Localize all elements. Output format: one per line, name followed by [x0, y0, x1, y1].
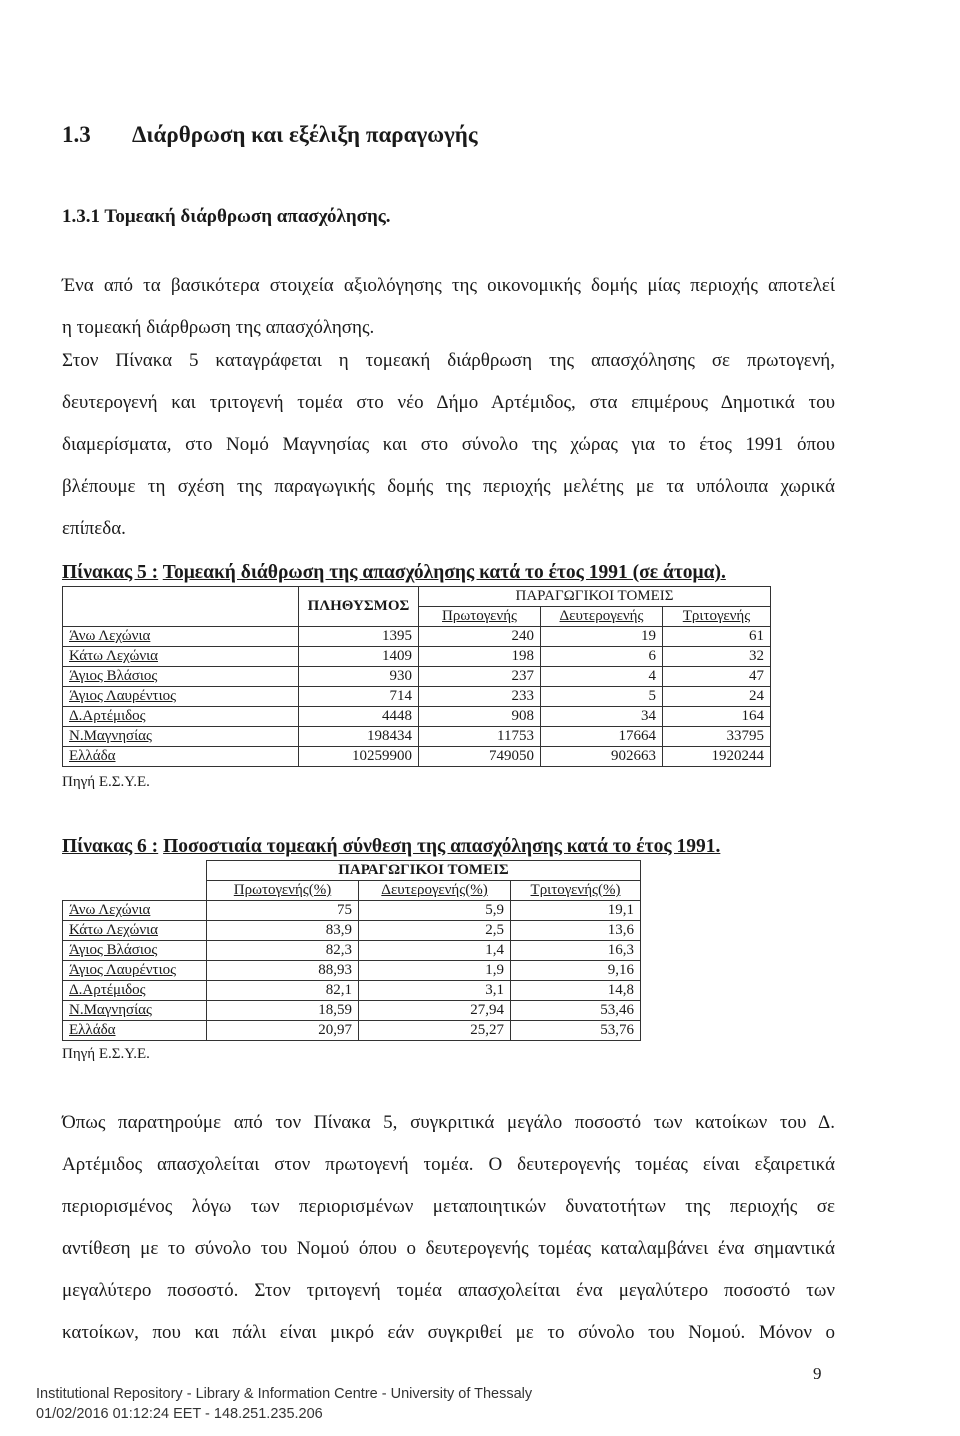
cell: 1395 — [299, 627, 419, 647]
section-number: 1.3 — [62, 122, 91, 147]
cell: 20,97 — [207, 1021, 359, 1041]
cell: 34 — [541, 707, 663, 727]
cell: 2,5 — [359, 921, 511, 941]
cell: 9,16 — [511, 961, 641, 981]
paragraph-1 — [62, 265, 835, 349]
row-label: Ν.Μαγνησίας — [63, 727, 299, 747]
table-row — [63, 901, 641, 921]
cell: 198 — [419, 647, 541, 667]
row-label: Άνω Λεχώνια — [63, 627, 299, 647]
cell: 18,59 — [207, 1001, 359, 1021]
paragraph-line: βλέπουμε τη σχέση της παραγωγικής δομής της περιοχής μελέτης με τα υπόλοιπα χωρικά — [62, 476, 835, 497]
paragraph-line: η τομεακή διάρθρωση της απασχόλησης. — [62, 317, 375, 338]
sectors-header: ΠΑΡΑΓΩΓΙΚΟΙ ΤΟΜΕΙΣ — [207, 861, 641, 881]
column-header: Δευτερογενής — [541, 607, 663, 627]
table5-source: Πηγή Ε.Σ.Υ.Ε. — [62, 774, 150, 790]
section-title: Διάρθρωση και εξέλιξη παραγωγής — [132, 122, 478, 147]
cell: 27,94 — [359, 1001, 511, 1021]
cell: 61 — [663, 627, 771, 647]
row-label: Άγιος Βλάσιος — [63, 667, 299, 687]
cell: 5,9 — [359, 901, 511, 921]
table-row — [63, 627, 771, 647]
row-label: Ν.Μαγνησίας — [63, 1001, 207, 1021]
table6-caption — [62, 836, 720, 858]
paragraph-line: διαμερίσματα, στο Νομό Μαγνησίας και στο σύνολο της χώρας για το έτος 1991 όπου — [62, 434, 835, 455]
table-row — [63, 941, 641, 961]
table-row — [63, 921, 641, 941]
cell: 10259900 — [299, 747, 419, 767]
table6-caption-label: Πίνακας 6 : — [62, 836, 159, 857]
cell: 240 — [419, 627, 541, 647]
column-header: Πρωτογενής — [419, 607, 541, 627]
sectors-header: ΠΑΡΑΓΩΓΙΚΟΙ ΤΟΜΕΙΣ — [419, 587, 771, 607]
table6 — [62, 860, 641, 1041]
cell: 1409 — [299, 647, 419, 667]
cell: 198434 — [299, 727, 419, 747]
paragraph-line: Στον Πίνακα 5 καταγράφεται η τομεακή διάρθρωση της απασχόλησης σε πρωτογενή, — [62, 350, 835, 371]
cell: 1,9 — [359, 961, 511, 981]
paragraph-line: περιορισμένος λόγω των περιορισμένων μεταποιητικών δυνατοτήτων της περιοχής σε — [62, 1196, 835, 1217]
paragraph-line: επίπεδα. — [62, 518, 126, 539]
paragraph-line: Όπως παρατηρούμε από τον Πίνακα 5, συγκριτικά μεγάλο ποσοστό των κατοίκων του Δ. — [62, 1112, 835, 1133]
column-header: Τριτογενής(%) — [511, 881, 641, 901]
cell: 3,1 — [359, 981, 511, 1001]
cell: 53,76 — [511, 1021, 641, 1041]
paragraph-line: δευτερογενή και τριτογενή τομέα στο νέο Δήμο Αρτέμιδος, στα επιμέρους Δημοτικά του — [62, 392, 835, 413]
cell: 902663 — [541, 747, 663, 767]
row-label: Ελλάδα — [63, 1021, 207, 1041]
cell: 930 — [299, 667, 419, 687]
row-label: Άγιος Λαυρέντιος — [63, 687, 299, 707]
table-row — [63, 687, 771, 707]
row-label: Άγιος Βλάσιος — [63, 941, 207, 961]
paragraph-line: μεγαλύτερο ποσοστό. Στον τριτογενή τομέα απασχολείται ένα μεγαλύτερο ποσοστό των — [62, 1280, 835, 1301]
footer-repository: Institutional Repository - Library & Information Centre - University of Thessaly — [36, 1386, 533, 1402]
cell: 749050 — [419, 747, 541, 767]
paragraph-line: Αρτέμιδος απασχολείται στον πρωτογενή τομέα. Ο δευτερογενής τομέας είναι εξαιρετικά — [62, 1154, 835, 1175]
page-number: 9 — [813, 1364, 822, 1383]
cell: 1,4 — [359, 941, 511, 961]
paragraph-line: κατοίκων, που και πάλι είναι μικρό εάν συγκριθεί με το σύνολο του Νομού. Μόνον ο — [62, 1322, 835, 1343]
cell: 5 — [541, 687, 663, 707]
cell: 1920244 — [663, 747, 771, 767]
paragraph-2 — [62, 340, 835, 550]
footer-timestamp: 01/02/2016 01:12:24 EET - 148.251.235.206 — [36, 1406, 323, 1422]
row-label: Δ.Αρτέμιδος — [63, 981, 207, 1001]
cell: 33795 — [663, 727, 771, 747]
column-header: Τριτογενής — [663, 607, 771, 627]
cell: 164 — [663, 707, 771, 727]
row-label: Δ.Αρτέμιδος — [63, 707, 299, 727]
row-label: Κάτω Λεχώνια — [63, 921, 207, 941]
row-label: Άγιος Λαυρέντιος — [63, 961, 207, 981]
paragraph-line: αντίθεση με το σύνολο του Νομού όπου ο δευτερογενής τομέας καταλαμβάνει ένα σημαντικά — [62, 1238, 835, 1259]
table5-caption-text: Τομεακή διάθρωση της απασχόλησης κατά το έτος 1991 (σε άτομα). — [162, 562, 726, 583]
section-heading — [62, 122, 478, 148]
cell: 19,1 — [511, 901, 641, 921]
table-row — [63, 1021, 641, 1041]
table-row — [63, 961, 641, 981]
cell: 908 — [419, 707, 541, 727]
row-label: Άνω Λεχώνια — [63, 901, 207, 921]
table-row — [63, 981, 641, 1001]
table5 — [62, 586, 771, 767]
cell: 237 — [419, 667, 541, 687]
cell: 83,9 — [207, 921, 359, 941]
cell: 19 — [541, 627, 663, 647]
table5-caption — [62, 562, 726, 584]
table-row — [63, 747, 771, 767]
table-row — [63, 1001, 641, 1021]
cell: 32 — [663, 647, 771, 667]
table-row — [63, 647, 771, 667]
cell: 53,46 — [511, 1001, 641, 1021]
cell: 17664 — [541, 727, 663, 747]
population-header: ΠΛΗΘΥΣΜΟΣ — [299, 587, 419, 627]
cell: 14,8 — [511, 981, 641, 1001]
table6-source: Πηγή Ε.Σ.Υ.Ε. — [62, 1046, 150, 1062]
cell: 16,3 — [511, 941, 641, 961]
cell: 47 — [663, 667, 771, 687]
table6-caption-text: Ποσοστιαία τομεακή σύνθεση της απασχόλησης κατά το έτος 1991. — [163, 836, 721, 857]
cell: 714 — [299, 687, 419, 707]
table5-caption-label: Πίνακας 5 : — [62, 562, 159, 583]
cell: 233 — [419, 687, 541, 707]
subsection-heading: 1.3.1 Τομεακή διάρθρωση απασχόλησης. — [62, 206, 391, 227]
table-row — [63, 727, 771, 747]
row-label: Ελλάδα — [63, 747, 299, 767]
column-header: Δευτερογενής(%) — [359, 881, 511, 901]
cell: 82,3 — [207, 941, 359, 961]
paragraph-3 — [62, 1102, 835, 1354]
cell: 88,93 — [207, 961, 359, 981]
cell: 4448 — [299, 707, 419, 727]
cell: 13,6 — [511, 921, 641, 941]
cell: 24 — [663, 687, 771, 707]
paragraph-line: Ένα από τα βασικότερα στοιχεία αξιολόγησης της οικονομικής δομής μίας περιοχής αποτελεί — [62, 275, 835, 296]
cell: 82,1 — [207, 981, 359, 1001]
table-row — [63, 707, 771, 727]
cell: 25,27 — [359, 1021, 511, 1041]
column-header: Πρωτογενής(%) — [207, 881, 359, 901]
cell: 75 — [207, 901, 359, 921]
cell: 11753 — [419, 727, 541, 747]
cell: 6 — [541, 647, 663, 667]
row-label: Κάτω Λεχώνια — [63, 647, 299, 667]
cell: 4 — [541, 667, 663, 687]
table-row — [63, 667, 771, 687]
